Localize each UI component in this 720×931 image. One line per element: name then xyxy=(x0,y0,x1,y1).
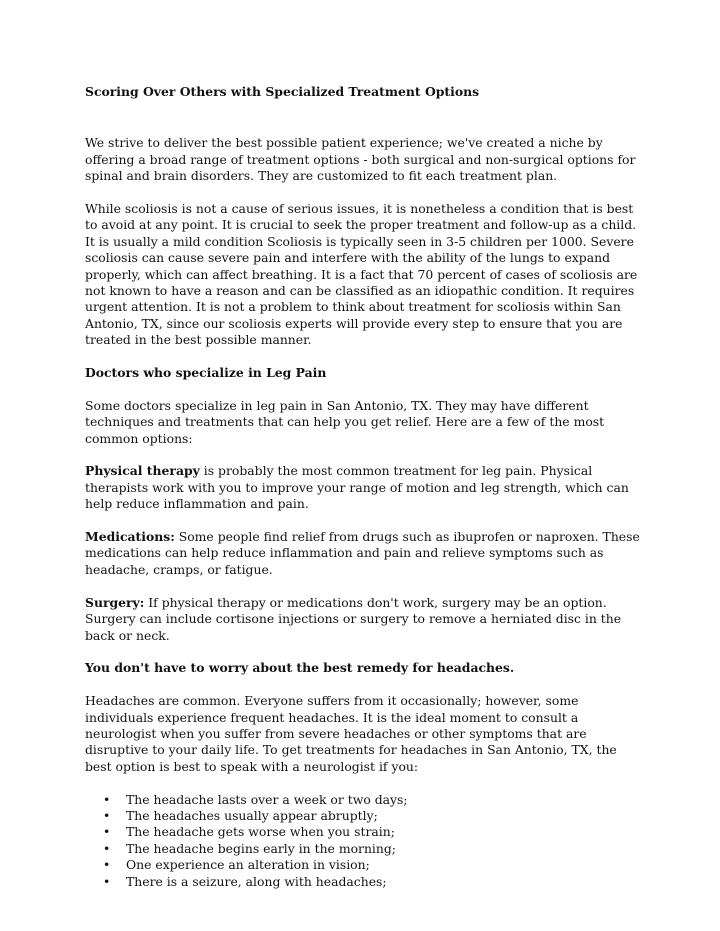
spacer xyxy=(85,447,645,463)
medications-label: Medications: xyxy=(85,529,175,545)
spacer xyxy=(85,775,645,791)
list-item xyxy=(85,824,645,840)
list-item xyxy=(85,792,645,808)
physical-therapy-label: Physical therapy xyxy=(85,463,200,479)
bullet-icon: • xyxy=(103,791,111,807)
spacer xyxy=(85,513,645,529)
surgery-paragraph xyxy=(85,595,645,644)
spacer xyxy=(85,578,645,594)
spacer xyxy=(85,185,645,201)
headache-intro-paragraph: Headaches are common. Everyone suffers from it occasionally; however, some individuals experience frequent headaches. It is the ideal moment to consult a neurologist when you suffer from severe headaches or other symptoms that are disruptive to your daily life. To get treatments for headaches in San Antonio, TX, the best option is best to speak with a neurologist if you: xyxy=(85,693,617,774)
list-item xyxy=(85,874,645,890)
headache-heading: You don't have to worry about the best remedy for headaches. xyxy=(85,660,515,676)
bullet-icon: • xyxy=(103,807,111,823)
spacer xyxy=(85,349,645,365)
list-item-text: There is a seizure, along with headaches; xyxy=(126,873,387,889)
list-item xyxy=(85,857,645,873)
list-item-text: The headache lasts over a week or two days; xyxy=(126,791,408,807)
medications-text: Some people find relief from drugs such as ibuprofen or naproxen. These medications can help reduce inflammation and pain and relieve symptoms such as headache, cramps, or fatigue. xyxy=(85,529,640,577)
bullet-icon: • xyxy=(103,840,111,856)
list-item-text: The headache begins early in the morning; xyxy=(126,840,396,856)
leg-pain-intro-paragraph: Some doctors specialize in leg pain in San Antonio, TX. They may have different techniques and treatments that can help you get relief. Here are a few of the most common options: xyxy=(85,397,605,446)
scoliosis-paragraph: While scoliosis is not a cause of serious issues, it is nonetheless a condition that is best to avoid at any point. It is crucial to seek the proper treatment and follow-up as a child. It is usually a mild condition Scoliosis is typically seen in 3-5 children per 1000. Severe scoliosis can cause severe pain and interfere with the ability of the lungs to expand properly, which can affect breathing. It is a fact that 70 percent of cases of scoliosis are not known to have a reason and can be classified as an idiopathic condition. It requires urgent attention. It is not a problem to think about treatment for scoliosis within San Antonio, TX, since our scoliosis experts will provide every step to ensure that you are treated in the best possible manner. xyxy=(85,201,638,348)
intro-paragraph: We strive to deliver the best possible patient experience; we've created a niche by offering a broad range of treatment options - both surgical and non-surgical options for spinal and brain disorders. They are customized to fit each treatment plan. xyxy=(85,135,636,184)
list-item-text: The headache gets worse when you strain; xyxy=(126,824,395,840)
list-item-text: One experience an alteration in vision; xyxy=(126,857,370,873)
document-page xyxy=(85,84,645,890)
list-item xyxy=(85,841,645,857)
medications-paragraph xyxy=(85,529,645,578)
bullet-icon: • xyxy=(103,857,111,873)
bullet-icon: • xyxy=(103,873,111,889)
physical-therapy-paragraph xyxy=(85,463,645,512)
document-title: Scoring Over Others with Specialized Treatment Options xyxy=(85,84,480,99)
list-item-text: The headaches usually appear abruptly; xyxy=(126,807,378,823)
physical-therapy-text: is probably the most common treatment for leg pain. Physical therapists work with you to improve your range of motion and leg strength, which can help reduce inflammation and pain. xyxy=(85,463,629,512)
surgery-text: If physical therapy or medications don't work, surgery may be an option. Surgery can include cortisone injections or surgery to remove a herniated disc in the back or neck. xyxy=(85,594,622,643)
list-item xyxy=(85,808,645,824)
bullet-icon: • xyxy=(103,824,111,840)
spacer xyxy=(85,677,645,693)
spacer xyxy=(85,381,645,397)
headache-symptom-list xyxy=(85,792,645,890)
spacer xyxy=(85,644,645,660)
surgery-label: Surgery: xyxy=(85,594,145,610)
leg-pain-heading: Doctors who specialize in Leg Pain xyxy=(85,365,327,381)
spacer xyxy=(85,100,645,135)
